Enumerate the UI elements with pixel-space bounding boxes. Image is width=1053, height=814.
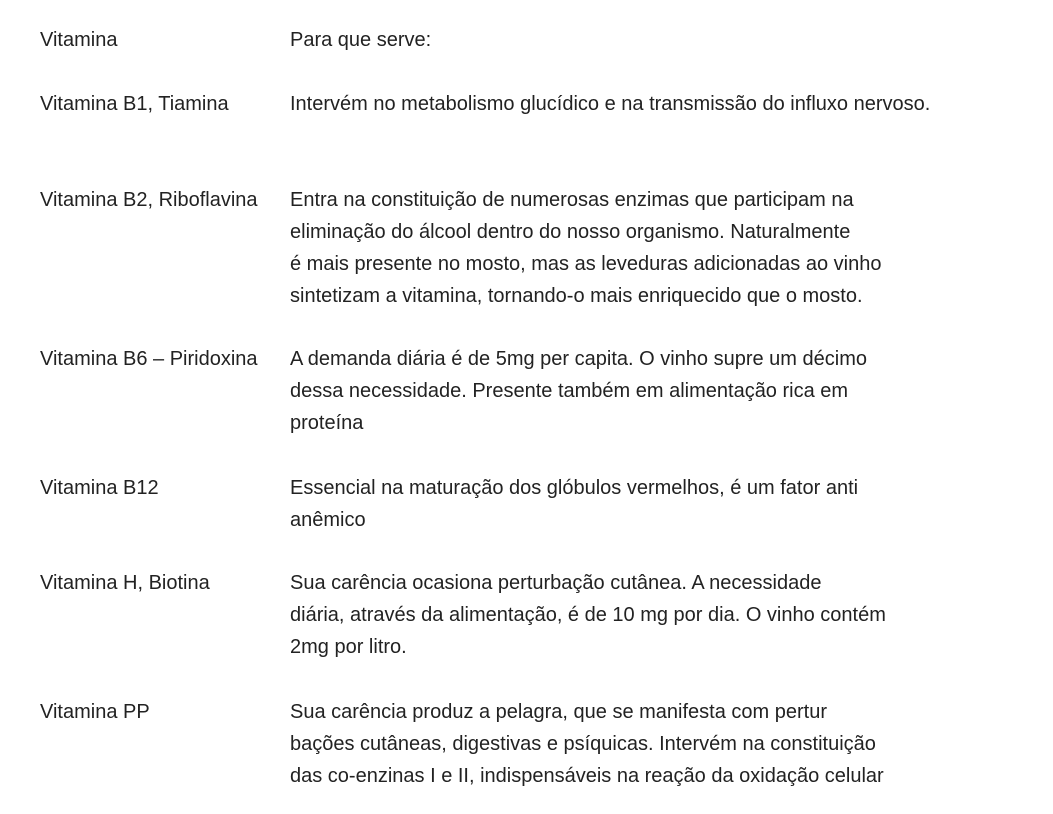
description-line: diária, através da alimentação, é de 10 mg por dia. O vinho contém	[290, 604, 886, 626]
vitamin-description	[290, 88, 930, 120]
vitamin-name: Vitamina B1, Tiamina	[40, 93, 229, 115]
vitamin-name: Vitamina PP	[40, 701, 150, 723]
vitamin-description	[290, 472, 858, 536]
vitamin-name: Vitamina B6 – Piridoxina	[40, 348, 258, 370]
description-line: das co-enzinas I e II, indispensáveis na reação da oxidação celular	[290, 765, 884, 787]
description-line: Intervém no metabolismo glucídico e na transmissão do influxo nervoso.	[290, 93, 931, 115]
vitamin-description	[290, 343, 867, 439]
description-line: Essencial na maturação dos glóbulos vermelhos, é um fator anti	[290, 477, 859, 499]
description-line: dessa necessidade. Presente também em alimentação rica em	[290, 380, 849, 402]
description-line: A demanda diária é de 5mg per capita. O vinho supre um décimo	[290, 348, 867, 370]
description-line: Entra na constituição de numerosas enzimas que participam na	[290, 189, 854, 211]
header-vitamin-label: Vitamina	[40, 29, 118, 51]
description-line: Sua carência produz a pelagra, que se manifesta com pertur	[290, 701, 827, 723]
vitamin-description	[290, 567, 886, 663]
description-line: anêmico	[290, 509, 366, 531]
vitamin-description	[290, 184, 881, 312]
header-purpose-label: Para que serve:	[290, 29, 432, 51]
description-line: sintetizam a vitamina, tornando-o mais enriquecido que o mosto.	[290, 285, 863, 307]
description-line: Sua carência ocasiona perturbação cutânea. A necessidade	[290, 572, 822, 594]
description-line: é mais presente no mosto, mas as leveduras adicionadas ao vinho	[290, 253, 882, 275]
description-line: 2mg por litro.	[290, 636, 407, 658]
vitamin-name: Vitamina B2, Riboflavina	[40, 189, 258, 211]
description-line: proteína	[290, 412, 364, 434]
vitamin-name: Vitamina H, Biotina	[40, 572, 210, 594]
description-line: bações cutâneas, digestivas e psíquicas. Intervém na constituição	[290, 733, 876, 755]
description-line: eliminação do álcool dentro do nosso organismo. Naturalmente	[290, 221, 851, 243]
vitamin-description	[290, 696, 884, 792]
vitamin-name: Vitamina B12	[40, 477, 159, 499]
